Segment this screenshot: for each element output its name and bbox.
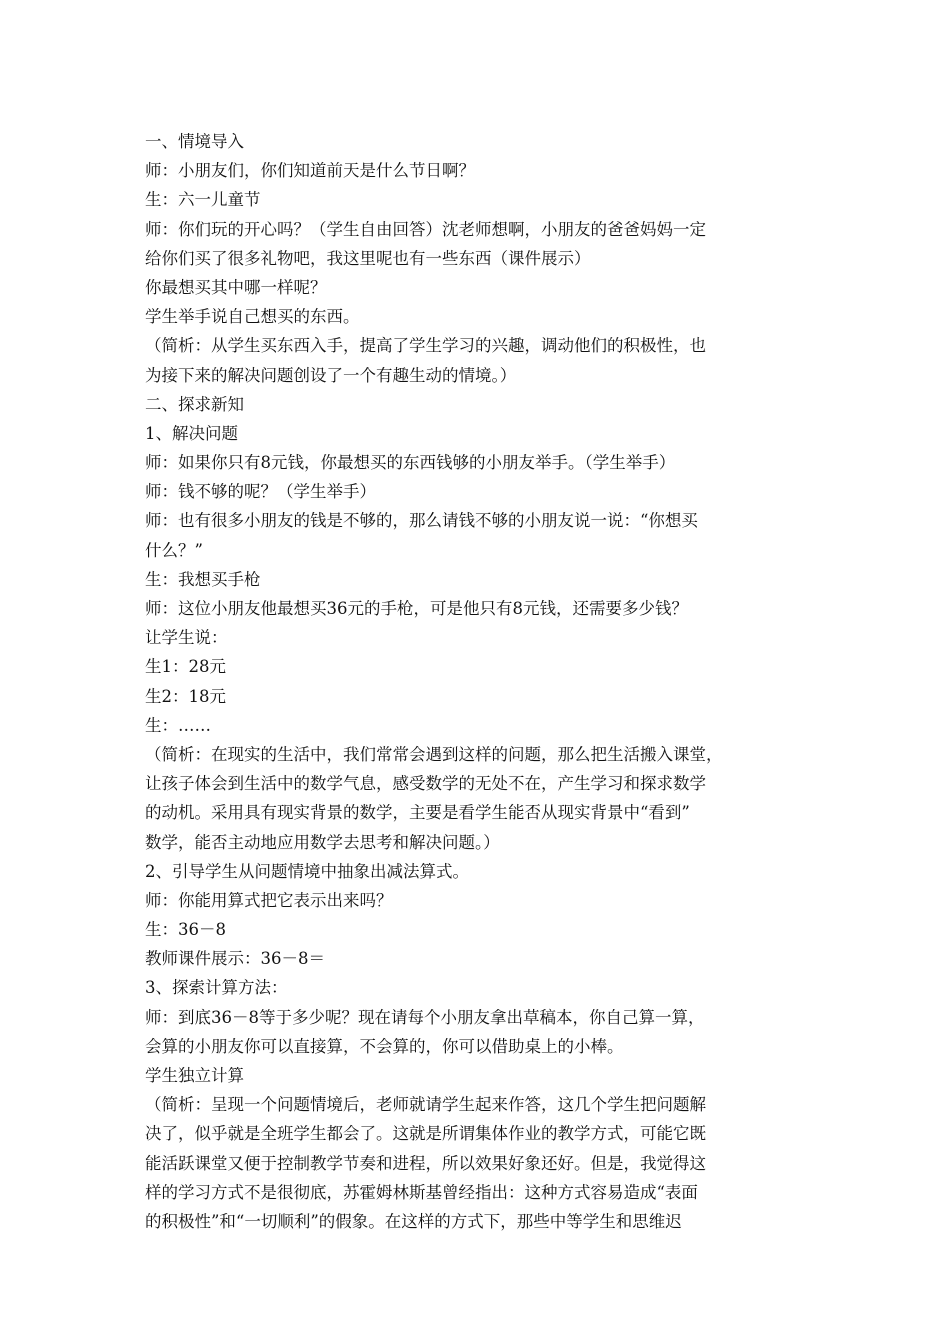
- analysis-line: 让孩子体会到生活中的数学气息，感受数学的无处不在，产生学习和探求数学: [145, 774, 706, 794]
- analysis-line: 的积极性”和“一切顺利”的假象。在这样的方式下，那些中等学生和思维迟: [145, 1211, 682, 1231]
- text-line: 让学生说：: [145, 628, 228, 648]
- text-line: 师：小朋友们，你们知道前天是什么节日啊？: [145, 161, 475, 181]
- analysis-line: （简析：在现实的生活中，我们常常会遇到这样的问题，那么把生活搬入课堂，: [145, 744, 723, 764]
- text-line: 学生独立计算: [145, 1066, 244, 1085]
- text-line: 什么？”: [145, 540, 203, 560]
- text-line: 学生举手说自己想买的东西。: [145, 307, 360, 327]
- section-heading-intro: 一、情境导入: [145, 132, 244, 151]
- text-line: 师：你能用算式把它表示出来吗？: [145, 890, 393, 910]
- text-line: 生：六一儿童节: [145, 190, 261, 210]
- analysis-line: 为接下来的解决问题创设了一个有趣生动的情境。）: [145, 365, 517, 385]
- analysis-line: （简析：呈现一个问题情境后，老师就请学生起来作答，这几个学生把问题解: [145, 1095, 706, 1115]
- text-line: 师：如果你只有8元钱，你最想买的东西钱够的小朋友举手。（学生举手）: [145, 453, 676, 473]
- text-line: 师：你们玩的开心吗？（学生自由回答）沈老师想啊，小朋友的爸爸妈妈一定: [145, 219, 706, 239]
- analysis-line: 能活跃课堂又便于控制教学节奏和进程，所以效果好象还好。但是，我觉得这: [145, 1153, 706, 1173]
- analysis-line: 数学，能否主动地应用数学去思考和解决问题。）: [145, 832, 500, 852]
- text-line: 生：……: [145, 715, 211, 735]
- analysis-line: 样的学习方式不是很彻底，苏霍姆林斯基曾经指出：这种方式容易造成“表面: [145, 1182, 698, 1202]
- text-line: 教师课件展示：36－8＝: [145, 949, 325, 969]
- text-line: 师：钱不够的呢？（学生举手）: [145, 482, 376, 502]
- text-line: 生：我想买手枪: [145, 569, 261, 589]
- text-line: 你最想买其中哪一样呢？: [145, 277, 327, 297]
- text-line: 师：到底36－8等于多少呢？现在请每个小朋友拿出草稿本，你自己算一算，: [145, 1007, 705, 1027]
- text-line: 生2：18元: [145, 686, 226, 706]
- analysis-line: 的动机。采用具有现实背景的数学，主要是看学生能否从现实背景中“看到”: [145, 803, 690, 823]
- text-line: 生：36－8: [145, 920, 226, 940]
- text-line: 给你们买了很多礼物吧，我这里呢也有一些东西（课件展示）: [145, 248, 591, 268]
- analysis-line: 决了，似乎就是全班学生都会了。这就是所谓集体作业的教学方式，可能它既: [145, 1124, 706, 1144]
- analysis-line: （简析：从学生买东西入手，提高了学生学习的兴趣，调动他们的积极性，也: [145, 336, 706, 356]
- text-line: 师：这位小朋友他最想买36元的手枪，可是他只有8元钱，还需要多少钱？: [145, 599, 688, 618]
- subheading: 1、解决问题: [145, 423, 238, 443]
- text-line: 生1：28元: [145, 657, 226, 677]
- subheading: 2、引导学生从问题情境中抽象出减法算式。: [145, 861, 469, 881]
- section-heading-explore: 二、探求新知: [145, 394, 244, 414]
- document-page: [145, 127, 805, 1236]
- subheading: 3、探索计算方法：: [145, 978, 288, 998]
- text-line: 会算的小朋友你可以直接算，不会算的，你可以借助桌上的小棒。: [145, 1036, 624, 1056]
- text-line: 师：也有很多小朋友的钱是不够的，那么请钱不够的小朋友说一说：“你想买: [145, 511, 698, 531]
